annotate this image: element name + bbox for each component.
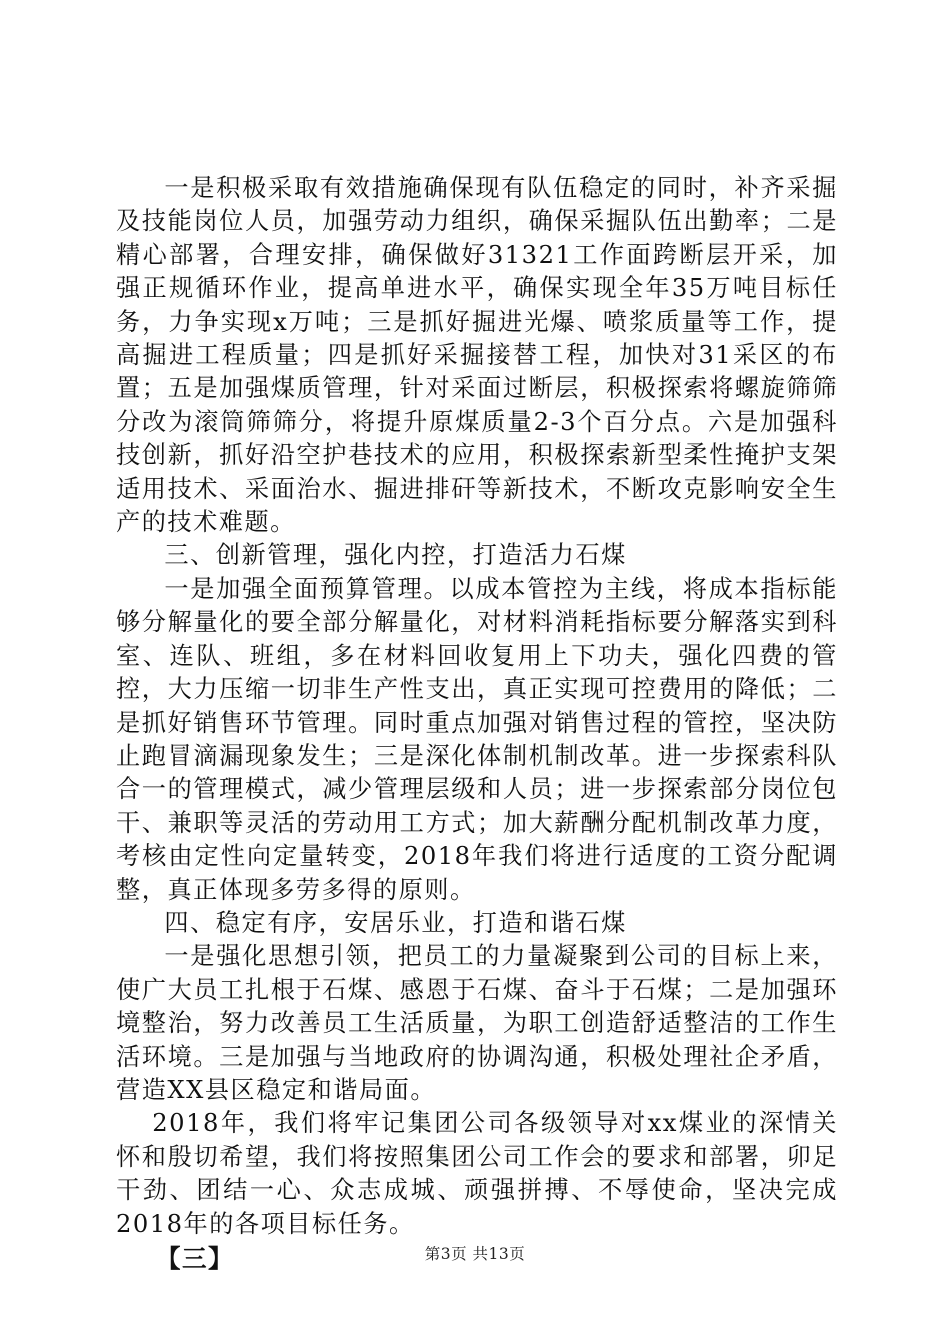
paragraph-closing: 2018年，我们将牢记集团公司各级领导对xx煤业的深情关怀和殷切希望，我们将按照集团公司工作会的要求和部署，卯足干劲、团结一心、众志成城、顽强拼搏、不辱使命，坚决完成2018年的各项目标任务。 [116,1109,838,1238]
page-indicator: 第3页 共13页 [424,1245,526,1263]
section-heading-innovation: 三、创新管理，强化内控，打造活力石煤 [164,541,627,570]
paragraph-management: 一是加强全面预算管理。以成本管控为主线，将成本指标能够分解量化的要全部分解量化，对材料消耗指标要分解落实到科室、连队、班组，多在材料回收复用上下功夫，强化四费的管控，大力压缩一切非生产性支出，真正实现可控费用的降低；二是抓好销售环节管理。同时重点加强对销售过程的管控，坚决防止跑冒滴漏现象发生；三是深化体制机制改革。进一步探索科队合一的管理模式，减少管理层级和人员；进一步探索部分岗位包干、兼职等灵活的劳动用工方式；加大薪酬分配机制改革力度，考核由定性向定量转变，2018年我们将进行适度的工资分配调整，真正体现多劳多得的原则。 [116,574,838,904]
paragraph-mining-measures: 一是积极采取有效措施确保现有队伍稳定的同时，补齐采掘及技能岗位人员，加强劳动力组织，确保采掘队伍出勤率；二是精心部署，合理安排，确保做好31321工作面跨断层开采，加强正规循环作业，提高单进水平，确保实现全年35万吨目标任务，力争实现x万吨；三是抓好掘进光爆、喷浆质量等工作，提高掘进工程质量；四是抓好采掘接替工程，加快对31采区的布置；五是加强煤质管理，针对采面过断层，积极探索将螺旋筛筛分改为滚筒筛筛分，将提升原煤质量2-3个百分点。六是加强科技创新，抓好沿空护巷技术的应用，积极探索新型柔性掩护支架适用技术、采面治水、掘进排矸等新技术，不断攻克影响安全生产的技术难题。 [116,174,838,537]
document-body [116,172,838,1277]
section-mark: 【三】 [156,1244,234,1273]
paragraph-harmony: 一是强化思想引领，把员工的力量凝聚到公司的目标上来，使广大员工扎根于石煤、感恩于石煤、奋斗于石煤；二是加强环境整治，努力改善员工生活质量，为职工创造舒适整洁的工作生活环境。三是加强与当地政府的协调沟通，积极处理社企矛盾，营造XX县区稳定和谐局面。 [116,942,838,1104]
section-heading-stability: 四、稳定有序，安居乐业，打造和谐石煤 [164,908,627,937]
